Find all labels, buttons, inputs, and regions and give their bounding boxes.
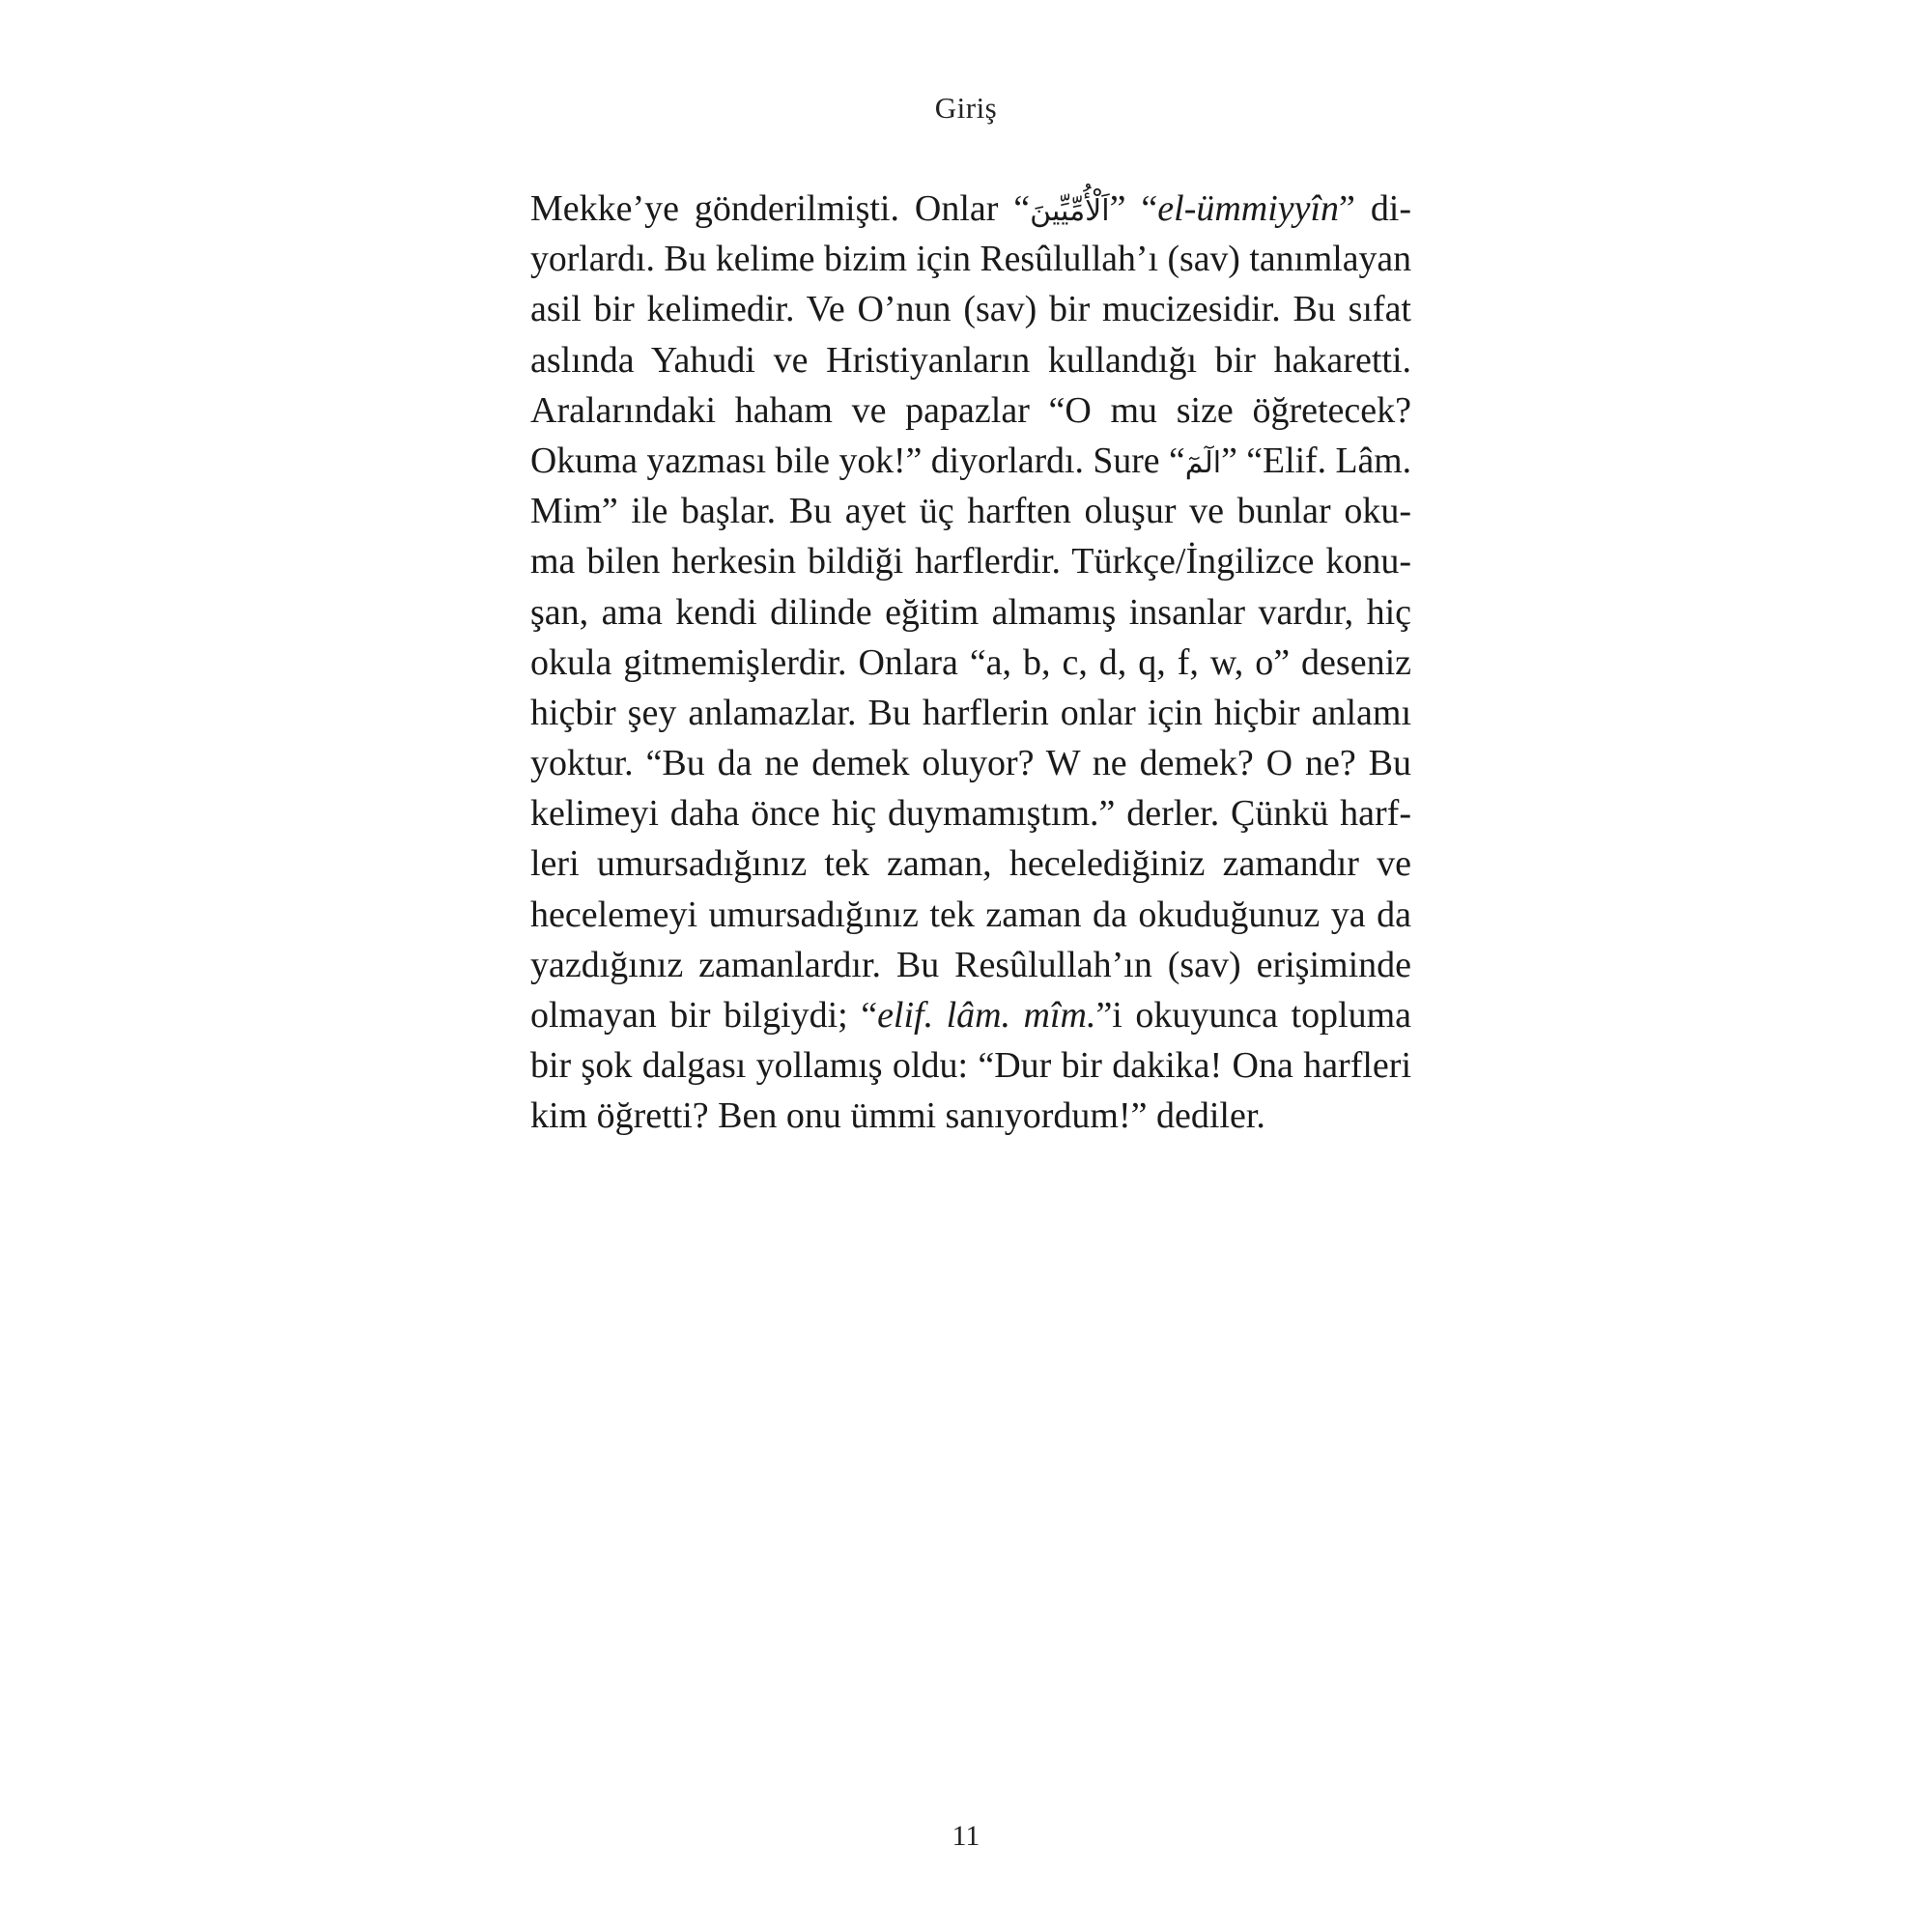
text-line (530, 890, 1411, 940)
text-line (530, 335, 1411, 385)
text-fragment: okula gitmemişlerdir. Onlara “a, b, c, d, q, f, w, o” deseniz (530, 641, 1411, 683)
text-fragment: ” “Elif. Lâm. (1221, 440, 1412, 481)
text-fragment: olmayan bir bilgiydi; “ (530, 995, 878, 1036)
text-fragment: leri umursadığınız tek zaman, hecelediğiniz zamandır ve (530, 843, 1411, 885)
text-fragment: yorlardı. Bu kelime bizim için Resûlullah’ı (sav) tanımlayan (530, 239, 1411, 280)
text-line (530, 1040, 1411, 1091)
text-fragment: bir şok dalgası yollamış oldu: “Dur bir dakika! Ona harfleri (530, 1045, 1411, 1087)
text-fragment: Mim” ile başlar. Bu ayet üç harften oluşur ve bunlar oku- (530, 491, 1411, 532)
text-fragment: yoktur. “Bu da ne demek oluyor? W ne demek? O ne? Bu (530, 743, 1411, 784)
text-fragment: ” di- (1339, 188, 1412, 229)
arabic-phrase: الٓمٓ (1184, 445, 1222, 480)
text-fragment: hiçbir şey anlamazlar. Bu harflerin onlar için hiçbir anlamı (530, 692, 1411, 733)
text-line (530, 234, 1411, 284)
text-line (530, 838, 1411, 889)
text-line (530, 788, 1411, 838)
page-number: 11 (952, 1820, 980, 1852)
text-line (530, 738, 1411, 788)
text-line (530, 385, 1411, 436)
italic-phrase: el-ümmiyyîn (1157, 188, 1340, 229)
text-line (530, 486, 1411, 536)
arabic-phrase: اَلْأُمِّيِّينَ (1030, 194, 1110, 228)
text-line (530, 940, 1411, 990)
text-fragment: kim öğretti? Ben onu ümmi sanıyordum!” dediler. (530, 1095, 1265, 1137)
text-fragment: kelimeyi daha önce hiç duymamıştım.” derler. Çünkü harf- (530, 793, 1411, 835)
text-line (530, 587, 1411, 638)
text-line (530, 688, 1411, 738)
italic-phrase: elif. lâm. mîm. (877, 995, 1096, 1036)
text-line (530, 638, 1411, 688)
text-line (530, 436, 1411, 486)
text-fragment: ” “ (1109, 188, 1158, 229)
text-line (530, 284, 1411, 334)
text-fragment: Okuma yazması bile yok!” diyorlardı. Sure “ (530, 440, 1185, 481)
text-fragment: aslında Yahudi ve Hristiyanların kullandığı bir hakaretti. (530, 339, 1411, 381)
text-fragment: Aralarındaki haham ve papazlar “O mu size öğretecek? (530, 389, 1411, 431)
text-fragment: hecelemeyi umursadığınız tek zaman da okuduğunuz ya da (530, 894, 1411, 935)
text-fragment: Mekke’ye gönderilmişti. Onlar “ (530, 188, 1031, 229)
text-line (530, 184, 1411, 234)
text-line (530, 1091, 1411, 1141)
body-text (530, 184, 1411, 1142)
text-fragment: yazdığınız zamanlardır. Bu Resûlullah’ın (sav) erişiminde (530, 944, 1411, 985)
text-line (530, 990, 1411, 1040)
text-fragment: ma bilen herkesin bildiği harflerdir. Türkçe/İngilizce konu- (530, 541, 1411, 582)
running-head: Giriş (934, 91, 998, 125)
text-fragment: asil bir kelimedir. Ve O’nun (sav) bir mucizesidir. Bu sıfat (530, 289, 1411, 330)
text-line (530, 536, 1411, 586)
text-fragment: ”i okuyunca topluma (1095, 995, 1412, 1036)
text-fragment: şan, ama kendi dilinde eğitim almamış insanlar vardır, hiç (530, 591, 1411, 633)
